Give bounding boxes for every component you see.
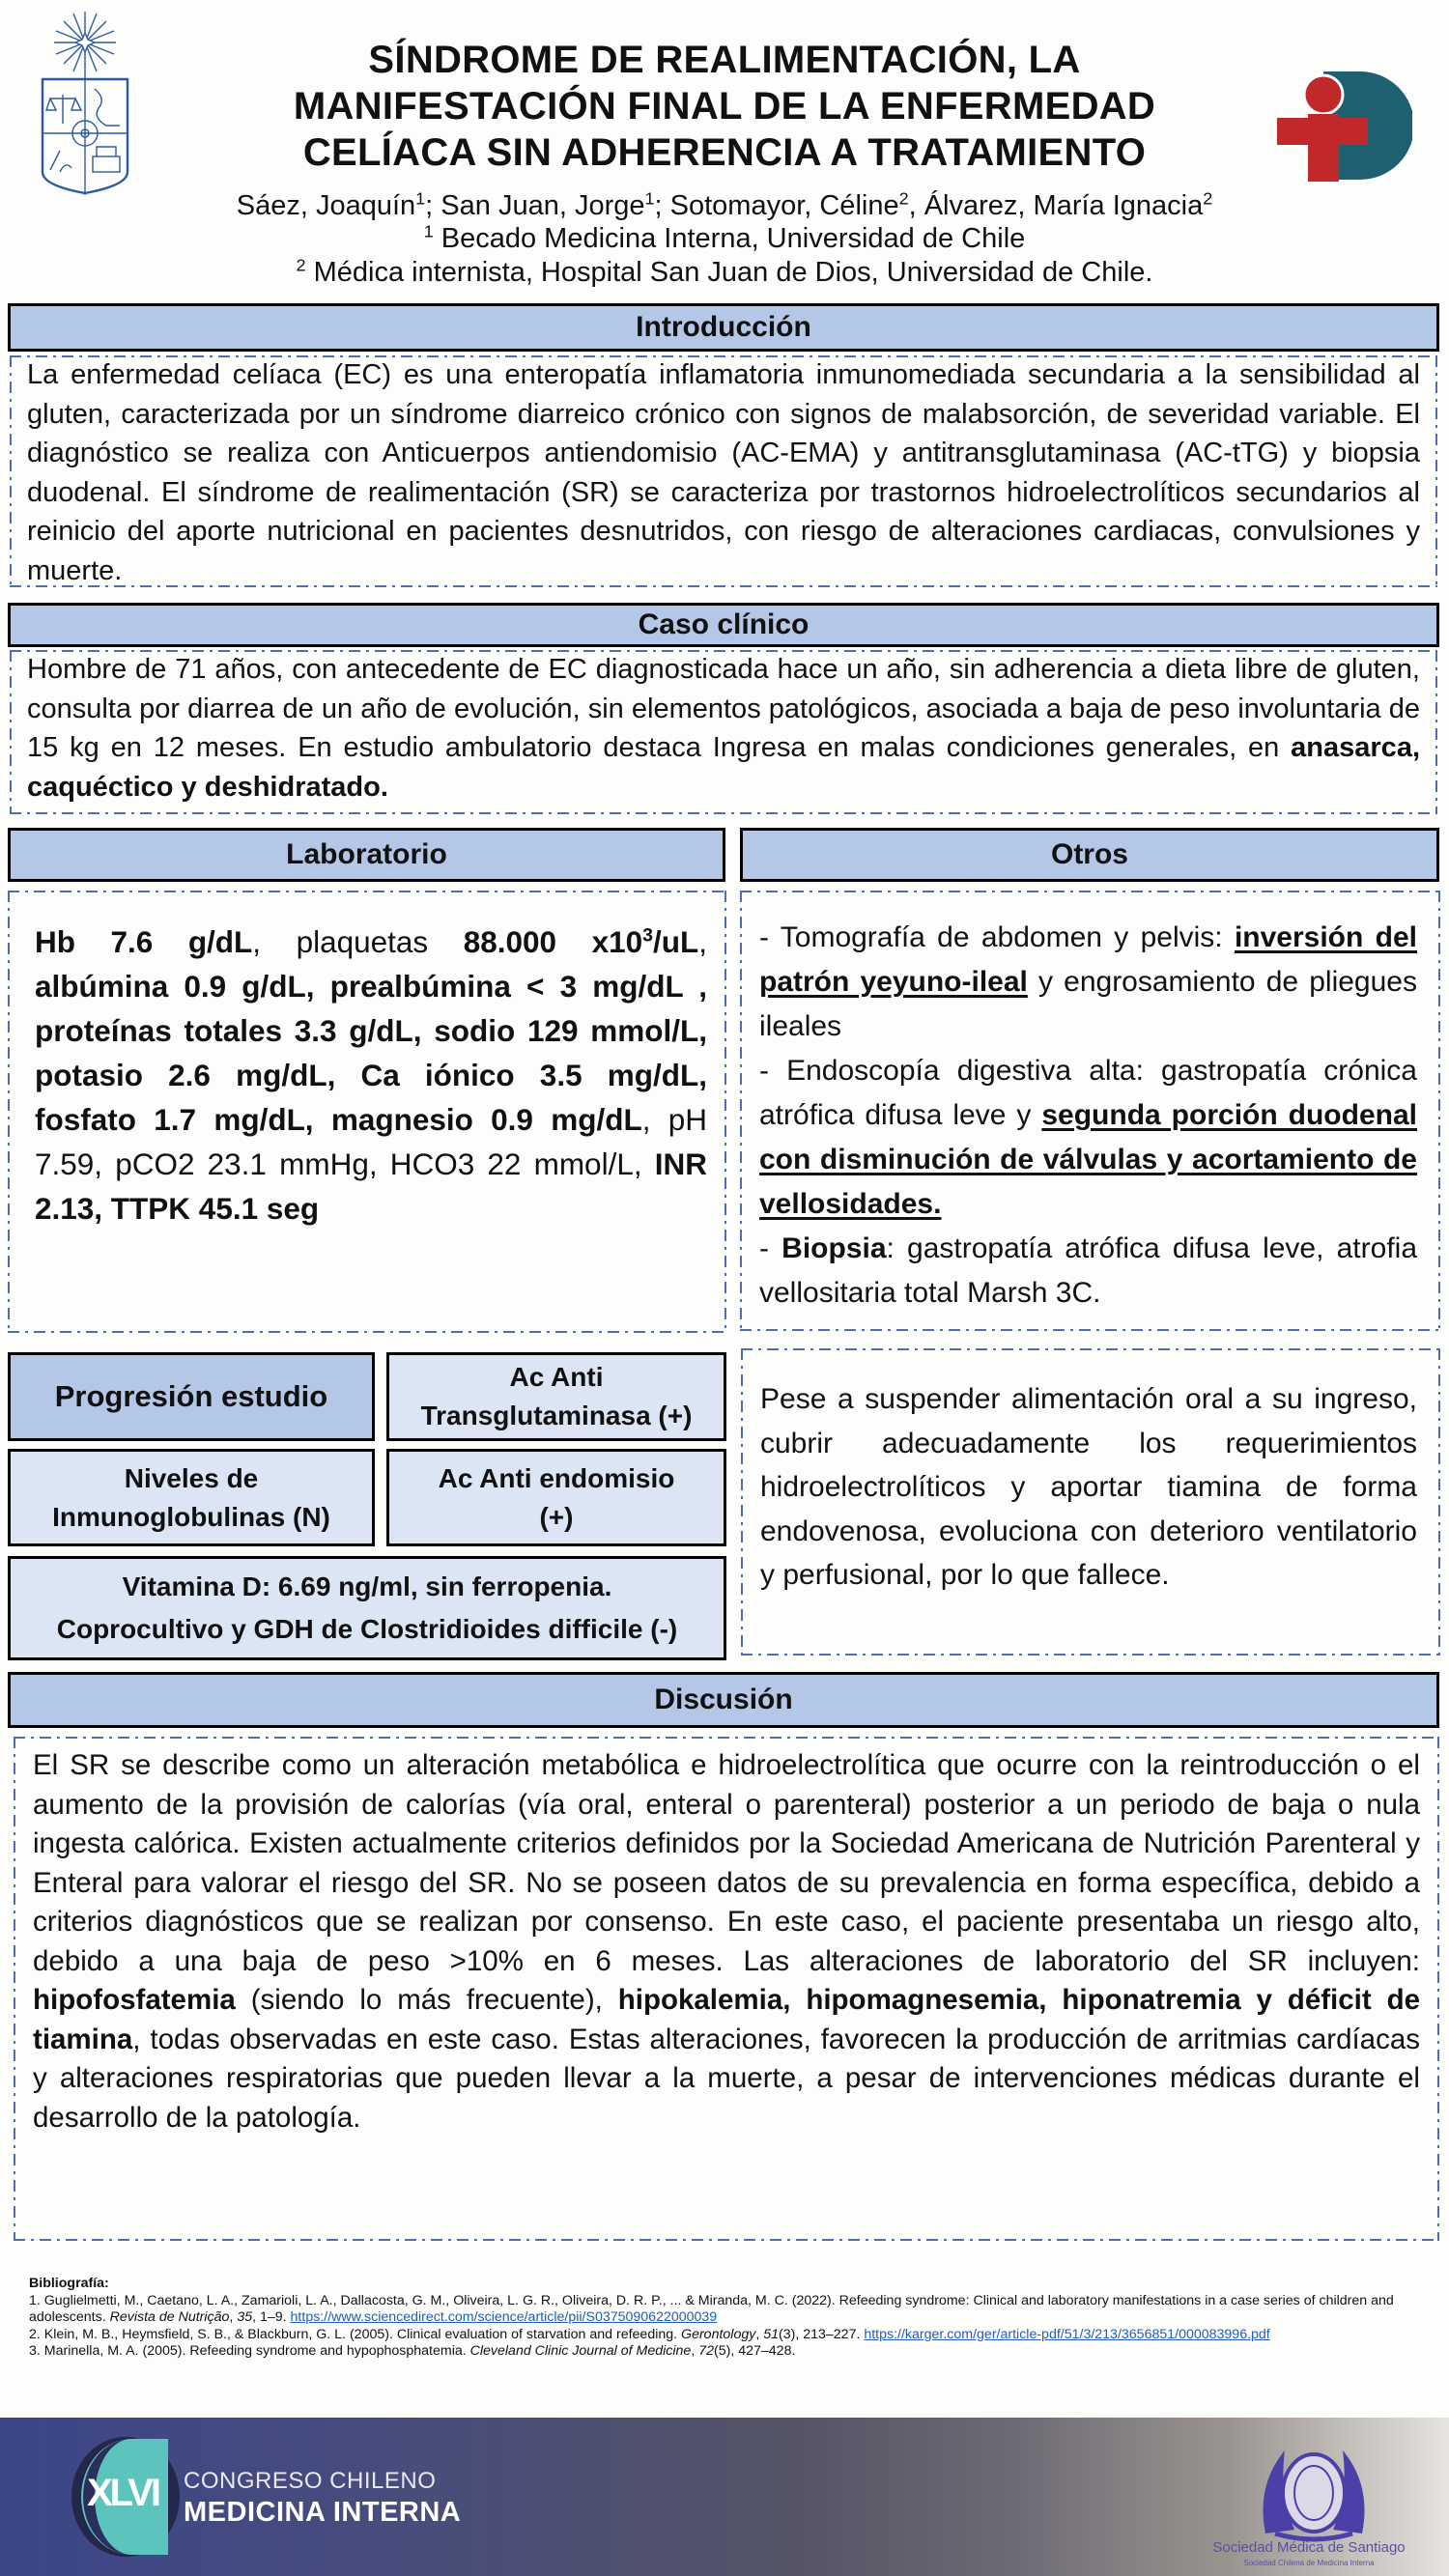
bibliografia-heading: Bibliografía: [29, 2276, 109, 2291]
inmunoglobulinas-box [8, 1449, 375, 1546]
vitamina-line: Coprocultivo y GDH de Clostridioides difficile (-) [56, 1614, 678, 1644]
reference-item: 1. Guglielmetti, M., Caetano, L. A., Zamarioli, L. A., Dallacosta, G. M., Oliveira, L. G. R., Oliveira, D. R. P., ... & Miranda, M. C. (2022). Refeeding syndrome: Clinical and laboratory manifestations in a case series of children and adolescents. Revista de Nutrição, 35, 1–9. https://www.sciencedirect.com/science/article/pii/S0375090622000039 [29, 2292, 1394, 2325]
title-line: MANIFESTACIÓN FINAL DE LA ENFERMEDAD [293, 85, 1156, 127]
otros-fragment: - Endoscopía digestiva alta: gastropatía crónica atrófica difusa leve y [759, 1055, 1417, 1131]
otros-fragment: - Tomografía de abdomen y pelvis: [759, 921, 1235, 953]
otros-text [759, 916, 1417, 1316]
ttg-line: Transglutaminasa (+) [420, 1401, 693, 1430]
otros-fragment: : gastropatía atrófica difusa leve, atrofia vellositaria total Marsh 3C. [759, 1232, 1418, 1309]
evolucion-text: Pese a suspender alimentación oral a su ingreso, cubrir adecuadamente los requerimientos hidroelectrolíticos y aportar tiamina de forma endovenosa, evoluciona con deterioro ventilatorio y perfusional, por lo que fallece. [760, 1383, 1417, 1591]
reference-link[interactable]: https://www.sciencedirect.com/science/article/pii/S0375090622000039 [290, 2309, 718, 2325]
reference-item: 3. Marinella, M. A. (2005). Refeeding syndrome and hypophosphatemia. Cleveland Clinic Journal of Medicine, 72(5), 427–428. [29, 2343, 796, 2359]
discusion-text: El SR se describe como un alteración metabólica e hidroelectrolítica que ocurre con la reintroducción o el aumento de la provisión de calorías (vía oral, enteral o parenteral) posterior a un periodo de baja o nula ingesta calórica. Existen actualmente criterios definidos por la Sociedad Americana de Nutrición Parenteral y Enteral para valorar el riesgo del SR. No se poseen datos de su prevalencia en forma específica, debido a criterios diagnósticos que se realizan por consenso. En este caso, el paciente presentaba un riesgo alto, debido a una baja de peso >10% en 6 meses. Las alteraciones de laboratorio del SR incluyen: hipofosfatemia (siendo lo más frecuente), hipokalemia, hipomagnesemia, hiponatremia y déficit de tiamina, todas observadas en este caso. Estas alteraciones, favorecen la producción de arritmias cardíacas y alteraciones respiratorias que pueden llevar a la muerte, a pesar de intervenciones médicas durante el desarrollo de la patología. [33, 1749, 1420, 2134]
lab-fragment: Hb 7.6 g/dL [35, 924, 253, 959]
section-header-introduccion: Introducción [8, 303, 1439, 352]
discusion-box [14, 1737, 1439, 2241]
bibliografia [29, 2276, 1430, 2361]
author: Álvarez, María Ignacia$^2$ [923, 188, 1213, 221]
inmuno-line: Inmunoglobulinas (N) [52, 1501, 330, 1532]
author: Sotomayor, Céline$^2$, [669, 188, 924, 221]
reference-item: 2. Klein, M. B., Heymsfield, S. B., & Blackburn, G. L. (2005). Clinical evaluation of starvation and refeeding. Gerontology, 51(3), 213–227. https://karger.com/ger/article-pdf/51/3/213/3656851/000083996.pdf [29, 2326, 1270, 2342]
author: Sáez, Joaquín$^1$; [236, 188, 441, 221]
lab-fragment: , plaquetas [252, 924, 464, 959]
laboratorio-box [8, 891, 726, 1333]
congreso-line1: CONGRESO CHILENO [184, 2468, 437, 2494]
section-header-discusion: Discusión [8, 1672, 1439, 1728]
section-header-laboratorio: Laboratorio [8, 828, 725, 882]
authors-line [145, 189, 1304, 222]
introduccion-box [10, 355, 1437, 587]
section-header-otros: Otros [740, 828, 1439, 882]
footer-banner [0, 2418, 1449, 2576]
caso-clinico-bold: anasarca, caquéctico y deshidratado. [27, 732, 1420, 803]
ema-line: Ac Anti endomisio [438, 1462, 675, 1493]
sociedad-subtitle: Sociedad Chilena de Medicina Interna [1243, 2559, 1375, 2567]
hospital-san-juan-de-dios-logo [1275, 64, 1412, 185]
otros-fragment: y engrosamiento de pliegues ileales [759, 966, 1417, 1042]
ema-line: (+) [539, 1501, 574, 1532]
lab-fragment: 3 [642, 924, 653, 947]
lab-fragment: 88.000 x10 [463, 924, 643, 959]
otros-fragment: - [759, 1232, 782, 1264]
vitamina-d-box [8, 1556, 726, 1660]
affiliation-1: $^1$ Becado Medicina Interna, Universidad de Chile [423, 221, 1026, 254]
congreso-line2: MEDICINA INTERNA [184, 2497, 462, 2528]
ac-anti-transglutaminasa-box [386, 1352, 726, 1441]
laboratorio-text [35, 920, 707, 1231]
title-line: CELÍACA SIN ADHERENCIA A TRATAMIENTO [302, 131, 1147, 174]
affiliation-2: $^2$ Médica internista, Hospital San Juan de Dios, Universidad de Chile. [296, 255, 1153, 288]
caso-clinico-box [10, 650, 1437, 814]
discusion-bold: hipofosfatemia [33, 1984, 236, 2016]
author: San Juan, Jorge$^1$; [440, 188, 670, 221]
vitamina-line: Vitamina D: 6.69 ng/ml, sin ferropenia. [122, 1571, 612, 1601]
otros-fragment: inversión del patrón yeyuno-ileal [759, 921, 1417, 998]
title-line: SÍNDROME DE REALIMENTACIÓN, LA [368, 39, 1081, 81]
congreso-edition: XLVI [87, 2472, 158, 2514]
sociedad-name: Sociedad Médica de Santiago [1212, 2539, 1406, 2556]
poster-title [145, 37, 1304, 176]
section-header-caso-clinico: Caso clínico [8, 603, 1439, 647]
lab-fragment: INR 2.13, TTPK 45.1 seg [35, 1146, 707, 1226]
universidad-de-chile-crest-logo [37, 6, 133, 195]
otros-fragment: segunda porción duodenal con disminución de válvulas y acortamiento de vellosidades. [759, 1099, 1417, 1220]
lab-fragment: , pH 7.59, pCO2 23.1 mmHg, HCO3 22 mmol/L, [35, 1102, 707, 1181]
discusion-bold: hipokalemia, hipomagnesemia, hiponatremia y déficit de tiamina [33, 1984, 1420, 2055]
introduccion-text: La enfermedad celíaca (EC) es una enteropatía inflamatoria inmunomediada secundaria a la sensibilidad al gluten, caracterizada por un síndrome diarreico crónico con signos de malabsorción, de severidad variable. El diagnóstico se realiza con Anticuerpos antiendomisio (AC-EMA) y antitransglutaminasa (AC-tTG) y biopsia duodenal. El síndrome de realimentación (SR) se caracteriza por trastornos hidroelectrolíticos secundarios al reinicio del aporte nutricional en pacientes desnutridos, con riesgo de alteraciones cardiacas, convulsiones y muerte. [27, 359, 1420, 586]
lab-fragment: , [698, 924, 707, 959]
otros-fragment: Biopsia [781, 1232, 887, 1264]
lab-fragment: albúmina 0.9 g/dL, prealbúmina < 3 mg/dL , proteínas totales 3.3 g/dL, sodio 129 mmol/L, potasio 2.6 mg/dL, Ca iónico 3.5 mg/dL, fosfato 1.7 mg/dL, magnesio 0.9 mg/dL [35, 969, 707, 1137]
progresion-estudio-box: Progresión estudio [8, 1352, 375, 1441]
ac-anti-endomisio-box [386, 1449, 726, 1546]
reference-link[interactable]: https://karger.com/ger/article-pdf/51/3/213/3656851/000083996.pdf [864, 2326, 1270, 2342]
caso-clinico-text: Hombre de 71 años, con antecedente de EC diagnosticada hace un año, sin adherencia a dieta libre de gluten, consulta por diarrea de un año de evolución, sin elementos patológicos, asociada a baja de peso involuntaria de 15 kg en 12 meses. En estudio ambulatorio destaca Ingresa en malas condiciones generales, en anasarca, caquéctico y deshidratado. [27, 654, 1420, 803]
ttg-line: Ac Anti [509, 1362, 604, 1392]
inmuno-line: Niveles de [124, 1462, 259, 1493]
otros-box [740, 891, 1440, 1331]
evolucion-box [741, 1348, 1440, 1656]
lab-fragment: /uL [652, 924, 699, 959]
